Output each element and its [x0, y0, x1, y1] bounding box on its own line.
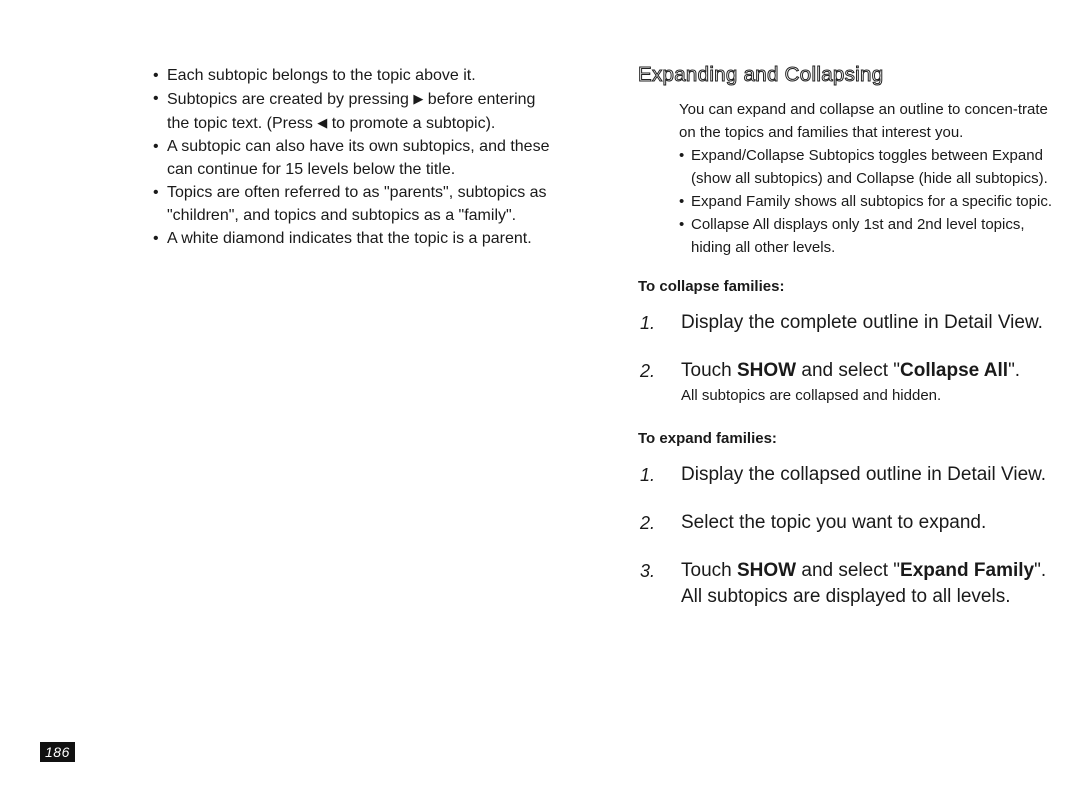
step-item [638, 463, 1058, 487]
bullet-item [152, 135, 552, 181]
step-item [638, 511, 1058, 535]
step-note: All subtopics are collapsed and hidden. [681, 387, 942, 404]
sub-bullet-text: Expand Family shows all subtopics for a specific topic. [691, 193, 1052, 210]
menu-option-label: Collapse All [900, 360, 1009, 381]
bullet-dot: • [153, 230, 159, 247]
bullet-text: Each subtopic belongs to the topic above it. [167, 67, 476, 84]
step-text-part: Touch [681, 360, 737, 381]
collapse-steps [638, 311, 1058, 407]
bullet-item [152, 64, 552, 87]
step-number: 2. [640, 513, 656, 533]
step-number: 1. [640, 313, 656, 333]
bullet-dot: • [153, 67, 159, 84]
step-item [638, 359, 1058, 407]
bullet-dot: • [679, 147, 685, 164]
step-item [638, 559, 1058, 609]
bullet-item [152, 181, 552, 227]
collapse-heading: To collapse families: [638, 278, 785, 295]
bullet-dot: • [679, 193, 685, 210]
sub-bullet-text: Collapse All displays only 1st and 2nd level topics, hiding all other levels. [691, 216, 1025, 256]
step-number: 1. [640, 465, 656, 485]
step-number: 3. [640, 561, 656, 581]
bullet-item [152, 227, 552, 250]
show-key-label: SHOW [736, 360, 797, 381]
bullet-dot: • [153, 90, 159, 107]
step-note: All subtopics are displayed to all levels. [681, 586, 1011, 607]
bullet-text: A white diamond indicates that the topic is a parent. [167, 230, 532, 247]
sub-bullet-text: Expand/Collapse Subtopics toggles between Expand (show all subtopics) and Collapse (hide all subtopics). [691, 147, 1048, 187]
show-key-label: SHOW [736, 560, 797, 581]
sub-bullet-item [679, 144, 1058, 190]
left-arrow-icon: ◀ [317, 115, 328, 130]
bullet-item [152, 87, 552, 135]
bullet-text: before entering the topic text. (Press [167, 91, 536, 132]
bullet-text: Topics are often referred to as "parents", subtopics as "children", and topics and subtopics as a "family". [167, 184, 547, 224]
step-item [638, 311, 1058, 335]
bullet-dot: • [153, 184, 159, 201]
section-title: Expanding and Collapsing [638, 63, 884, 86]
right-arrow-icon: ▶ [413, 91, 424, 106]
sub-bullet-item [679, 190, 1058, 213]
intro-block [679, 98, 1058, 259]
step-text-part: ". [1034, 560, 1047, 581]
step-text [681, 359, 1058, 383]
step-text-part: and select " [796, 560, 901, 581]
bullet-dot: • [679, 216, 685, 233]
menu-option-label: Expand Family [900, 560, 1035, 581]
step-text [681, 559, 1058, 583]
step-text-part: and select " [796, 360, 901, 381]
expand-steps [638, 463, 1058, 609]
step-text-part: Touch [681, 560, 737, 581]
expand-heading: To expand families: [638, 430, 777, 447]
bullet-text: A subtopic can also have its own subtopics, and these can continue for 15 levels below the title. [167, 138, 550, 178]
left-column [152, 64, 552, 250]
right-column [638, 60, 1058, 633]
page-number: 186 [40, 742, 75, 762]
step-text: Select the topic you want to expand. [681, 512, 987, 533]
step-text: Display the complete outline in Detail View. [681, 312, 1043, 333]
step-text-part: ". [1008, 360, 1021, 381]
bullet-dot: • [153, 138, 159, 155]
bullet-text: Subtopics are created by pressing [167, 91, 414, 108]
sub-bullet-item [679, 213, 1058, 259]
step-text: Display the collapsed outline in Detail View. [681, 464, 1047, 485]
step-number: 2. [640, 361, 656, 381]
intro-paragraph: You can expand and collapse an outline to concen-trate on the topics and families that interest you. [679, 101, 1048, 141]
bullet-text: to promote a subtopic). [327, 115, 496, 132]
